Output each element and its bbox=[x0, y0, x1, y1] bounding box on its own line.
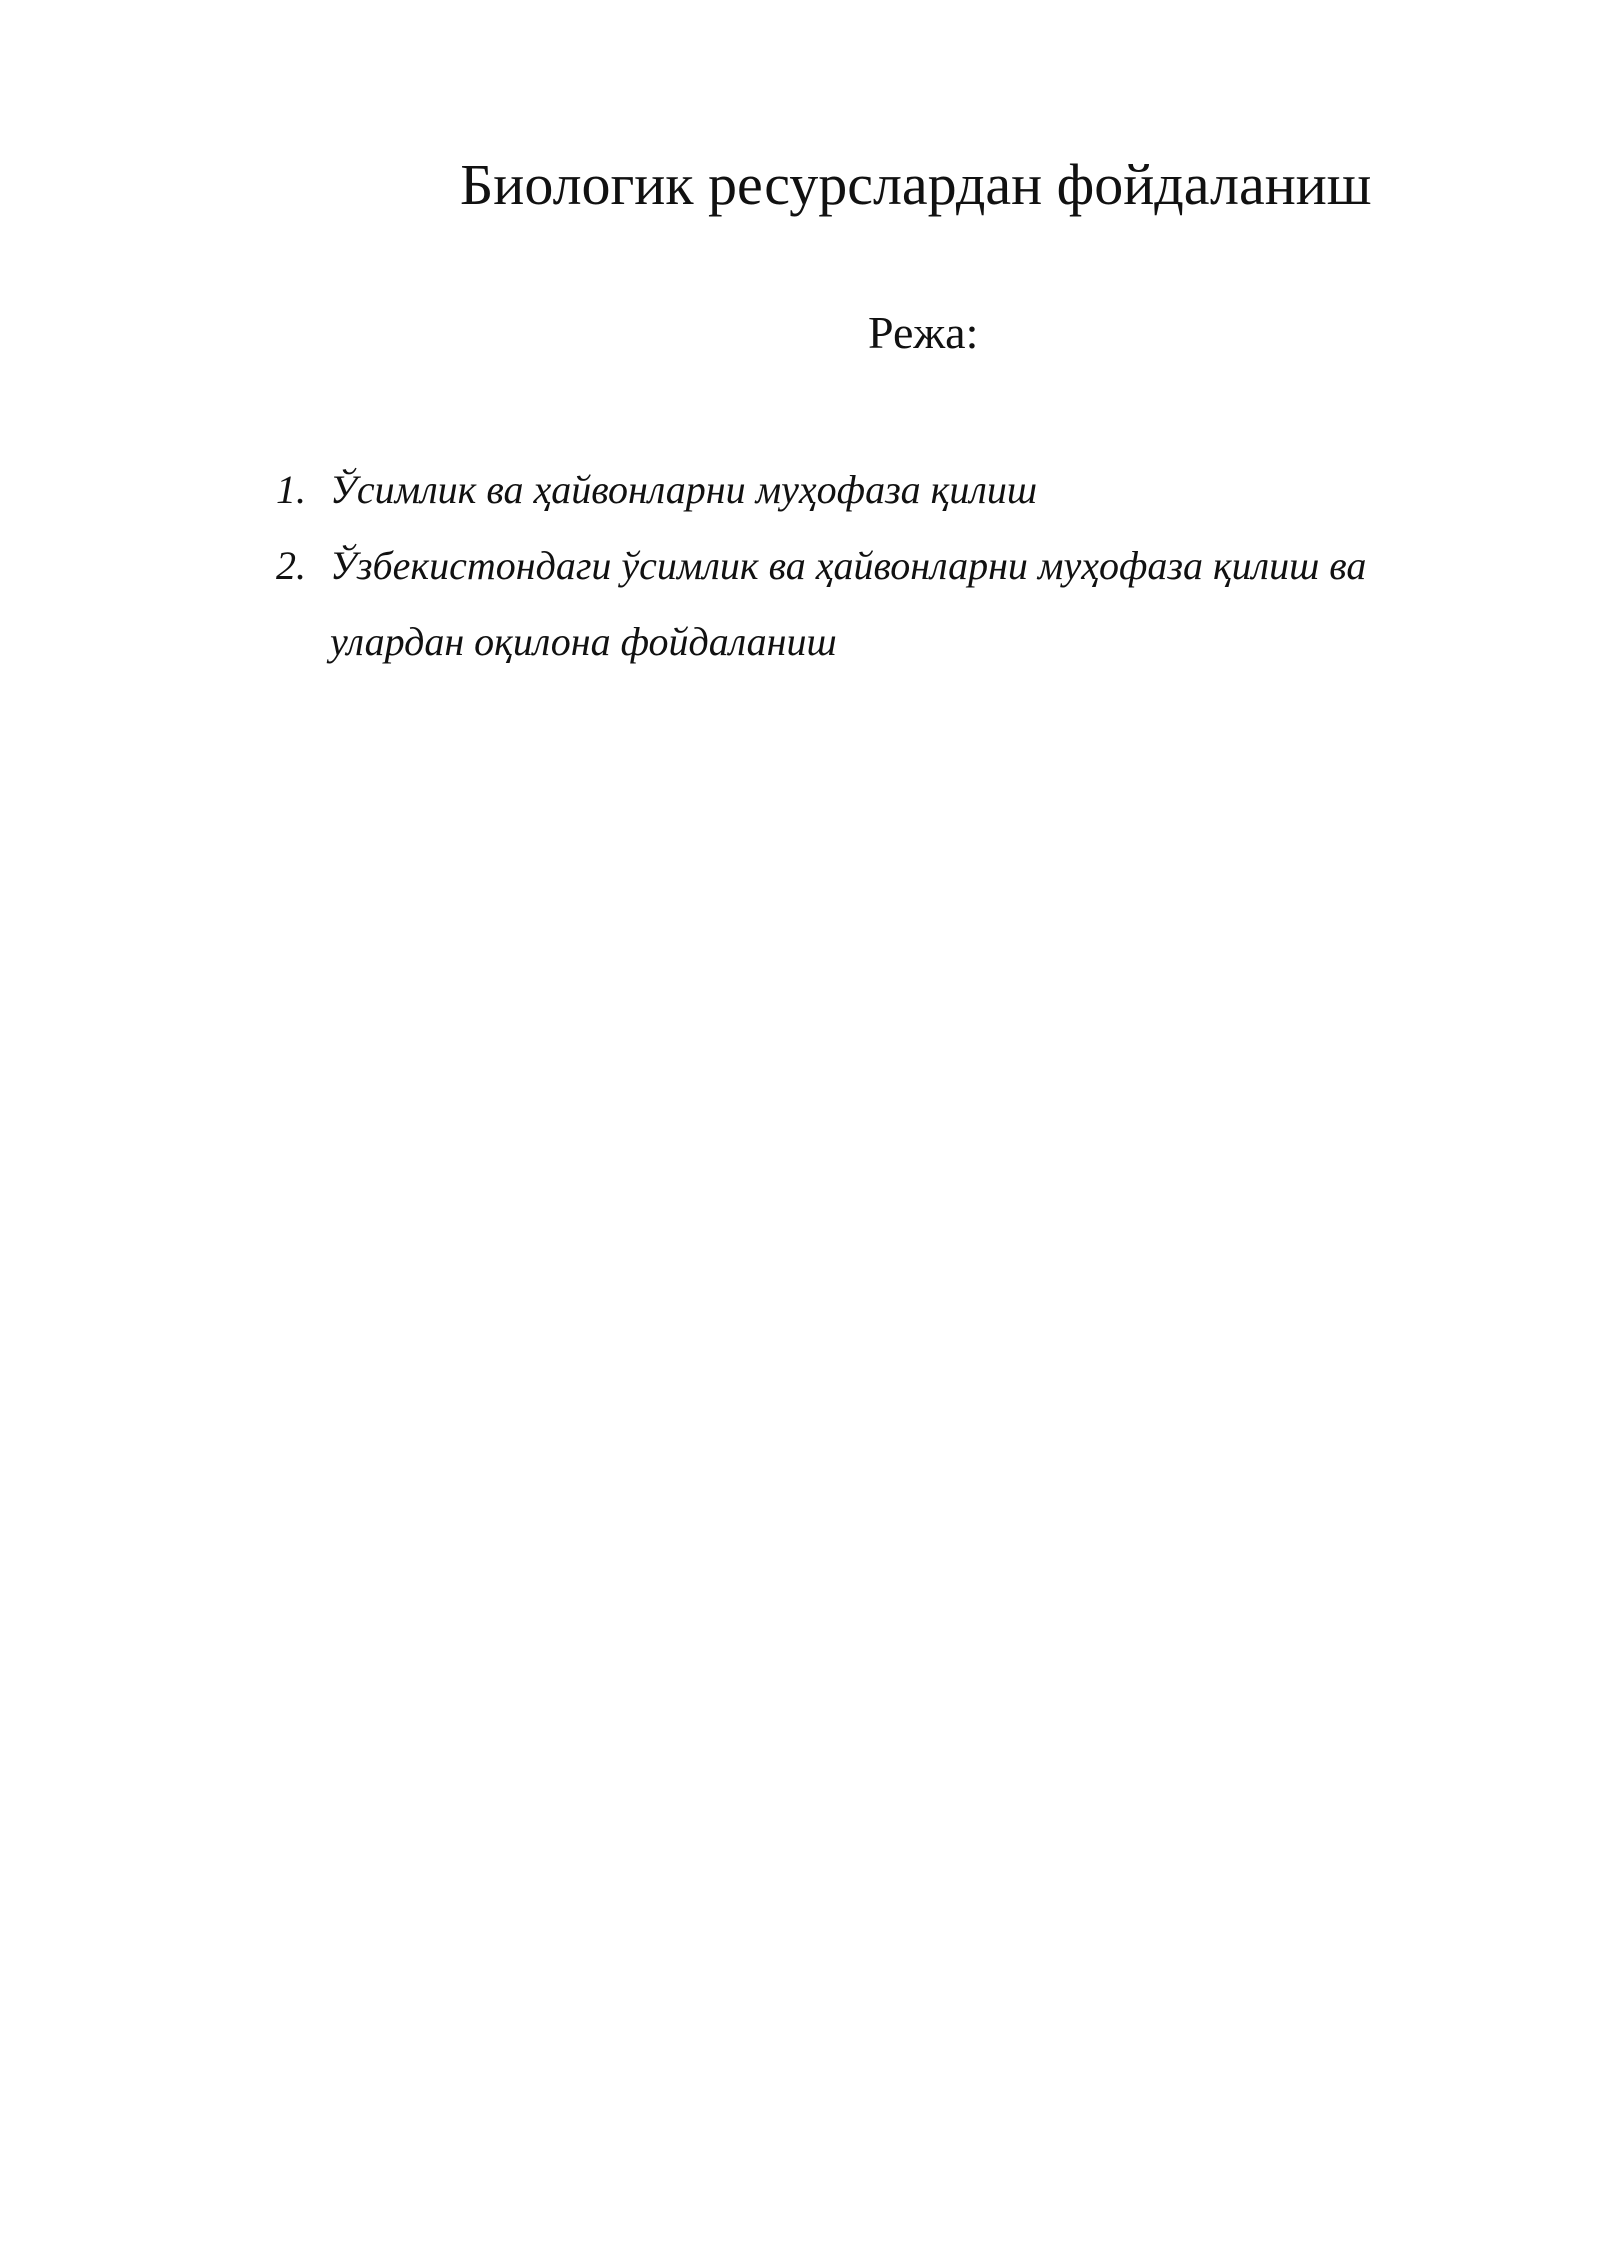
plan-item-text: Ўзбекистондаги ўсимлик ва ҳайвонларни муҳофаза қилиш ва улардан оқилона фойдаланиш bbox=[330, 543, 1367, 664]
plan-item-text: Ўсимлик ва ҳайвонларни муҳофаза қилиш bbox=[330, 467, 1038, 512]
plan-list bbox=[276, 452, 1456, 680]
plan-heading: Режа: bbox=[868, 307, 979, 358]
plan-item-number: 2. bbox=[276, 543, 306, 588]
plan-item-number: 1. bbox=[276, 467, 306, 512]
plan-item-1 bbox=[276, 452, 1456, 528]
plan-item-2 bbox=[276, 528, 1456, 680]
document-title: Биологик ресурслардан фойдаланиш bbox=[460, 152, 1372, 217]
